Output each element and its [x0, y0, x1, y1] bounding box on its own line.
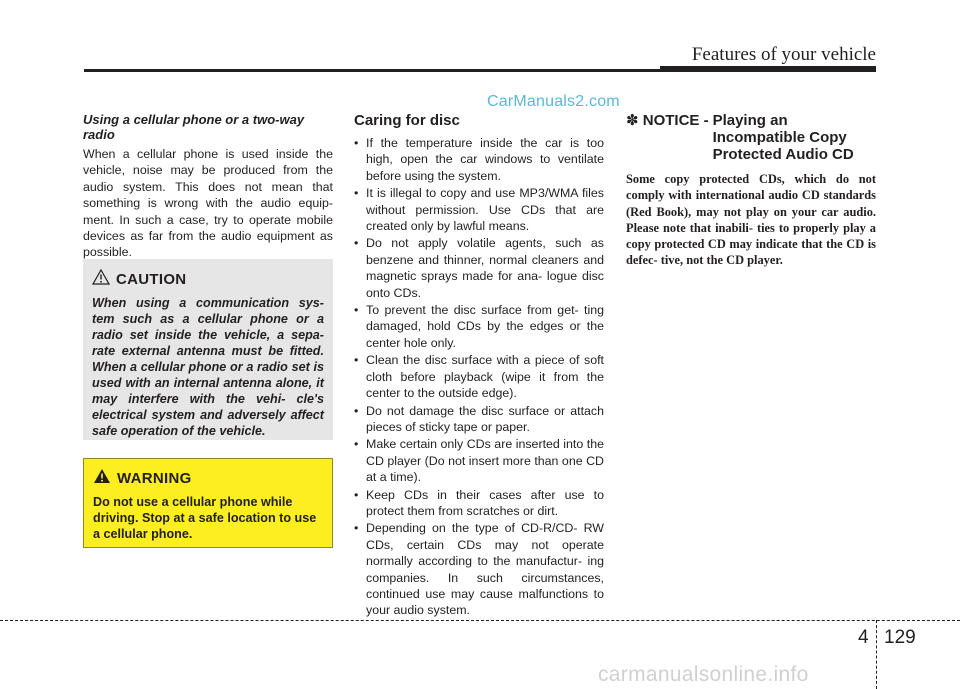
page-section-title: Features of your vehicle: [691, 44, 876, 65]
header-rule-accent: [660, 66, 876, 72]
disc-care-list: [354, 135, 604, 619]
list-item: • It is illegal to copy and use MP3/WMA files without permission. Use CDs that are created only by lawful means.: [354, 185, 604, 234]
list-item: • Make certain only CDs are inserted into the CD player (Do not insert more than one CD at a time).: [354, 436, 604, 485]
page-number: 129: [884, 627, 916, 648]
footer-divider: [876, 620, 877, 689]
warning-box: [83, 458, 333, 548]
list-item: • If the temperature inside the car is too high, open the car windows to ventilate before using the system.: [354, 135, 604, 184]
right-column: [626, 112, 876, 269]
notice-text: Some copy protected CDs, which do not comply with international audio CD standards (Red Book), may not play on your car audio. Please note that inabili- ties to properly play a copy protected CD may indicate that the CD is defec- tive, not the CD player.: [626, 172, 876, 268]
watermark-bottom[interactable]: carmanualsonline.info: [598, 663, 809, 686]
cellphone-subheading: Using a cellular phone or a two-way radio: [83, 112, 305, 142]
warning-text: Do not use a cellular phone while driving. Stop at a safe location to use a cellular phone.: [93, 495, 317, 541]
notice-title-line: Playing an: [712, 112, 788, 129]
chapter-number: 4: [858, 627, 869, 648]
notice-prefix: ✽ NOTICE -: [626, 112, 709, 129]
footer-rule: [0, 620, 960, 621]
notice-heading: [626, 112, 876, 163]
warning-title: WARNING: [117, 470, 192, 487]
list-item: • Keep CDs in their cases after use to protect them from scratches or dirt.: [354, 487, 604, 520]
caution-triangle-icon: [92, 269, 110, 290]
caring-for-disc-title: Caring for disc: [354, 112, 460, 129]
caution-title: CAUTION: [116, 271, 187, 288]
list-item: • Clean the disc surface with a piece of soft cloth before playback (wipe it from the center to the outside edge).: [354, 352, 604, 401]
caution-box: [83, 259, 333, 440]
caution-text: When using a communication sys- tem such as a cellular phone or a radio set inside the vehicle, a sepa- rate external antenna must be fitted. When a cellular phone or a radio set is used with an internal antenna alone, it may interfere with the vehi- cle's electrical system and adversely affect safe operation of the vehicle.: [92, 296, 324, 438]
list-item: • Depending on the type of CD-R/CD- RW CDs, certain CDs may not operate normally according to the manufactur- ing companies. In such circumstances, continued use may cause malfunctions to your audio system.: [354, 520, 604, 618]
middle-column: [354, 112, 604, 620]
warning-triangle-icon: [93, 468, 111, 489]
cellphone-body: When a cellular phone is used inside the vehicle, noise may be produced from the audio system. This does not mean that something is wrong with the audio equip- ment. In such a case, try to operate mobile devices as far from the audio equipment as possible.: [83, 147, 333, 260]
left-column: [83, 112, 333, 261]
list-item: • Do not apply volatile agents, such as benzene and thinner, normal cleaners and magnetic sprays made for ana- logue disc onto CDs.: [354, 235, 604, 301]
watermark-top[interactable]: CarManuals2.com: [487, 93, 620, 110]
list-item: • To prevent the disc surface from get- ting damaged, hold CDs by the edges or the center hole only.: [354, 302, 604, 351]
notice-title-line: Incompatible Copy: [712, 129, 847, 146]
notice-title-line: Protected Audio CD: [712, 146, 854, 163]
list-item: • Do not damage the disc surface or attach pieces of sticky tape or paper.: [354, 403, 604, 436]
